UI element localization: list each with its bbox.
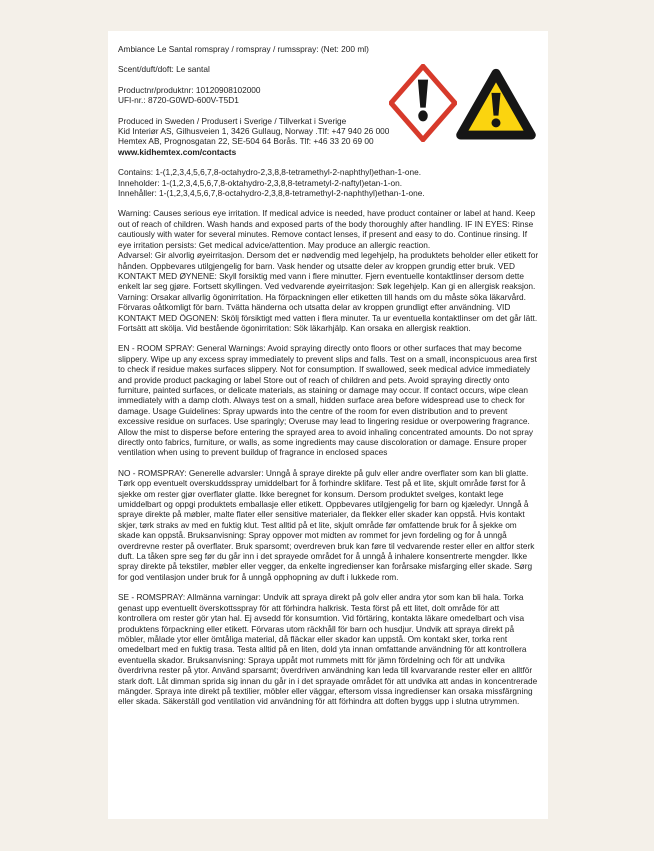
warning-paragraph-se: Varning: Orsakar allvarlig ögonirritation. Ha förpackningen eller etiketten till hands om du måste söka läkarvård. Förvaras oåtkomligt för barn. Tvätta händerna och utsatta delar av kroppen grundligt efter användning. VID KONTAKT MED ÖGONEN: Skölj försiktigt med vatten i flera minuter. Ta ur eventuella kontaktlinser om det går lätt. Fortsätt att skölja. Vid bestående ögonirritation: Sök läkarhjälp. Kan orsaka en allergisk reaktion. [118, 291, 538, 333]
ufi-number-line: UFI-nr.: 8720-G0WD-600V-T5D1 [118, 95, 239, 106]
contains-line-no: Inneholder: 1-(1,2,3,4,5,6,7,8-oktahydro-2,3,8,8-tetrametyl-2-naftyl)etan-1-on. [118, 177, 403, 188]
producer-block [118, 116, 539, 158]
contains-line-en: Contains: 1-(1,2,3,4,5,6,7,8-octahydro-2,3,8,8-tetramethyl-2-naphthyl)ethan-1-one. [118, 167, 422, 178]
contains-block [118, 167, 539, 198]
producer-address-sweden: Hemtex AB, Prognosgatan 22, SE-504 64 Borås. Tlf: +46 33 20 69 00 [118, 136, 374, 147]
product-title: Ambiance Le Santal romspray / romspray / rumsspray: (Net: 200 ml) [118, 44, 369, 54]
produced-in-line: Produced in Sweden / Produsert i Sverige / Tillverkat i Sverige [118, 115, 347, 126]
product-number-block [118, 85, 539, 106]
product-number-line: Productnr/produktnr: 10120908102000 [118, 84, 261, 95]
scent-line: Scent/duft/doft: Le santal [118, 64, 210, 75]
room-spray-instructions-se: SE - ROMSPRAY: Allmänna varningar: Undvik att spraya direkt på golv eller andra ytor som kan bli hala. Torka genast upp eventuellt överskottsspray för att förhindra halkrisk. Testa först på ett litet, dolt område för att kontrollera om rester gör ytan hal. Ej avsedd för konsumtion. Vid förtäring, kontakta läkare omedelbart och visa produktens förpackning eller etikett. Förvaras utom räckhåll för barn och husdjur. Undvik att spraya direkt på möbler, målade ytor eller ömtåliga material, då fläckar eller skador kan uppstå. Om kontakt sker, torka rent omedelbart med en fuktig trasa. Testa alltid på en liten, dold yta innan omfattande användning för att kontrollera eventuella skador. Bruksanvisning: Spraya uppåt mot rummets mitt för jämn fördelning och för att undvika överdrivna rester på ytor. Använd sparsamt; överdriven användning kan leda till kvarvarande rester eller en alltför stark doft. Låt dimman sprida sig innan du går in i det sprayade området för att undvika att andas in koncentrerade mängder. Spraya inte direkt på textilier, möbler eller väggar, eftersom vissa ingredienser kan orsaka missfärgning eller skada. Säkerställ god ventilation vid användning för att förhindra att doften byggs upp i slutna utrymmen. [118, 592, 538, 707]
room-spray-instructions-en: EN - ROOM SPRAY: General Warnings: Avoid spraying directly onto floors or other surfaces that may become slippery. Wipe up any excess spray immediately to prevent slips and falls. Test on a small, inconspicuous area first to check if residue makes surfaces slippery. Not for consumption. If swallowed, seek medical advice immediately and provide product packaging or label Store out of reach of children and pets. Avoid spraying directly onto furniture, painted surfaces, or delicate materials, as staining or damage may occur. If contact occurs, wipe clean immediately with a damp cloth. Always test on a small, hidden surface area before widespread use to check for damage. Usage Guidelines: Spray upwards into the centre of the room for even distribution and to prevent excessive residue on surfaces. Use sparingly; Overuse may lead to lingering residue or overpowering fragrance. Allow the mist to disperse before entering the sprayed area to avoid inhaling concentrated amounts. Do not spray directly onto fabrics, furniture, or walls, as some ingredients may cause discoloration or damage. Ensure proper ventilation when using to prevent buildup of fragrance in enclosed spaces [118, 343, 537, 458]
label-text-content [118, 44, 539, 717]
contains-line-se: Innehåller: 1-(1,2,3,4,5,6,7,8-octahydro-2,3,8,8-tetramethyl-2-naphthyl)ethan-1-one. [118, 188, 425, 199]
warning-paragraph-no: Advarsel: Gir alvorlig øyeirritasjon. Dersom det er nødvendig med legehjelp, ha produktets beholder eller etikett for hånden. Oppbevares utilgjengelig for barn. Vask hender og utsatte deler av kroppen grundig etter bruk. VED KONTAKT MED ØYNENE: Skyll forsiktig med vann i flere minutter. Fjern eventuelle kontaktlinser dersom dette enkelt lar seg gjøre. Fortsett skyllingen. Ved vedvarende øyeirritasjon: Søk legehjelp. Kan gi en allergisk reaksjon. [118, 250, 539, 292]
warning-paragraph-en: Warning: Causes serious eye irritation. If medical advice is needed, have product container or label at hand. Keep out of reach of children. Wash hands and exposed parts of the body thoroughly after handling. IF IN EYES: Rinse cautiously with water for several minutes. Remove contact lenses, if present and easy to do. Continue rinsing. If eye irritation persists: Get medical advice/attention. May produce an allergic reaction. [118, 208, 536, 250]
producer-website: www.kidhemtex.com/contacts [118, 146, 237, 157]
room-spray-instructions-no: NO - ROMSPRAY: Generelle advarsler: Unngå å spraye direkte på gulv eller andre overflater som kan bli glatte. Tørk opp eventuelt overskuddsspray umiddelbart for å forhindre sklifare. Test på et lite, skjult område først for å sjekke om rester gjør overflater glatte. Ikke beregnet for konsum. Dersom produktet svelges, kontakt lege umiddelbart og oppgi produktets emballasje eller etikett. Oppbevares utilgjengelig for barn og kjæledyr. Unngå å spraye direkte på møbler, malte flater eller sensitive materialer, da flekker eller skader kan oppstå. Hvis kontakt skjer, tørk straks av med en fuktig klut. Test alltid på et lite, skjult område før omfattende bruk for å sjekke om skade kan oppstå. Bruksanvisning: Spray oppover mot midten av rommet for jevn fordeling og for å unngå overdrevne rester på overflater. Bruk sparsomt; overdreven bruk kan føre til vedvarende rester eller en altfor sterk duft. La tåken spre seg før du går inn i det sprayede området for å unngå å inhalere konsentrerte mengder. Ikke spray direkte på tekstiler, møbler eller vegger, da enkelte ingredienser kan forårsake misfarging eller skade. Sørg for god ventilasjon under bruk for å unngå opphopning av duft i lukkede rom. [118, 467, 535, 582]
producer-address-norway: Kid Interiør AS, Gilhusveien 1, 3426 Gullaug, Norway .Tlf: +47 940 26 000 [118, 126, 390, 137]
product-label-card [108, 31, 548, 819]
hazard-warnings-block [118, 208, 539, 333]
